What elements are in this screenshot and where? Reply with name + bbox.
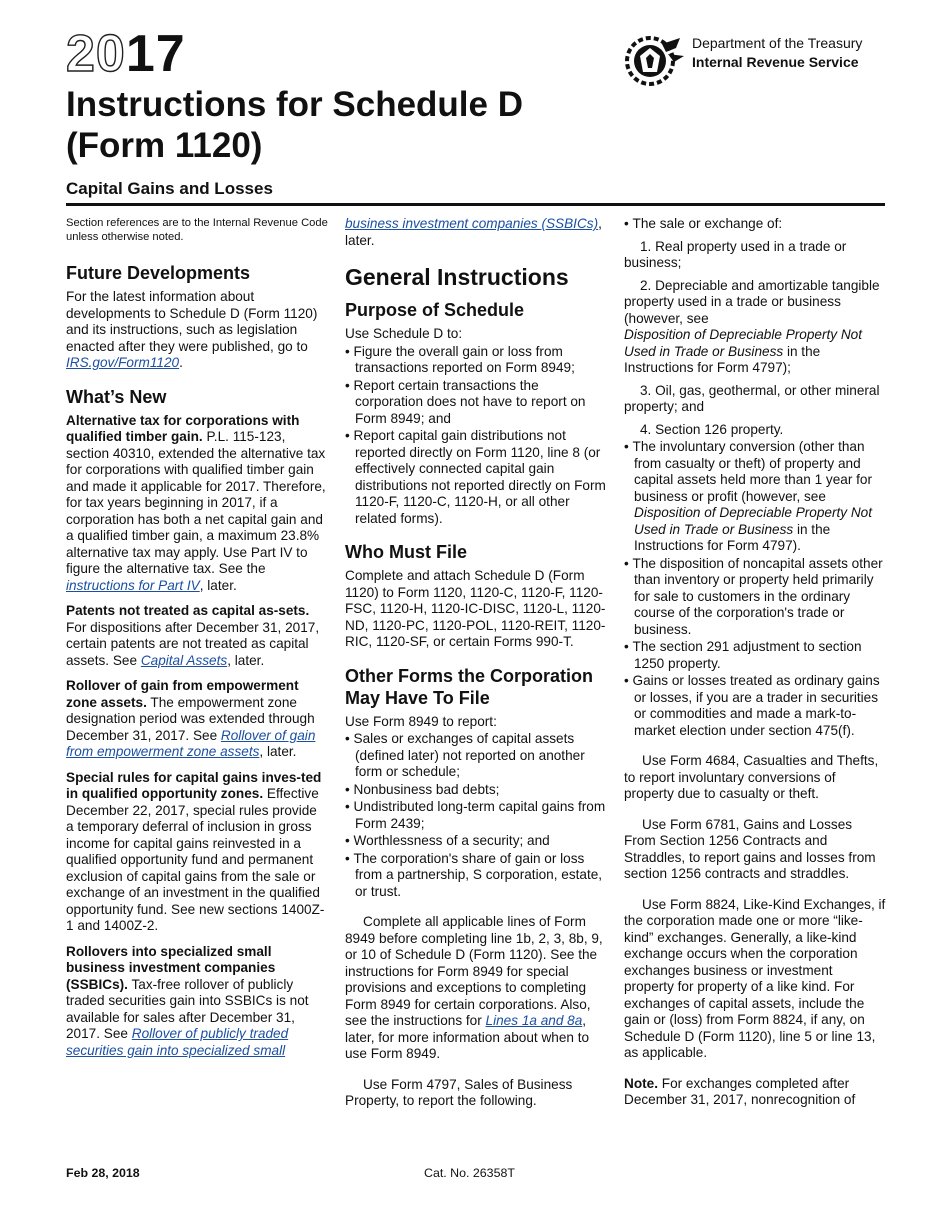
future-developments-text: For the latest information about developments to Schedule D (Form 1120) and its instructions, such as legislation enacted after they were published, go to IRS.gov/Form1120.: [66, 289, 318, 370]
lines-1a-8a-link[interactable]: Lines 1a and 8a: [485, 1013, 583, 1028]
numbered-item: 4. Section 126 property.: [640, 421, 784, 437]
future-developments-heading: Future Developments: [66, 263, 251, 283]
list-item: • Nonbusiness bad debts;: [345, 781, 500, 797]
list-item: • The disposition of noncapital assets other than inventory or property held primarily for sale to customers in the ordinary course of the corporation's trade or business.: [624, 555, 883, 637]
list-item: • The sale or exchange of:: [624, 216, 783, 231]
intro-note: Section references are to the Internal Revenue Code unless otherwise noted.: [66, 217, 328, 243]
ssbic-rollover-link[interactable]: Rollover of publicly traded securities gain into specialized small: [66, 1026, 289, 1058]
title-line-2: (Form 1120): [66, 126, 263, 165]
document-title: [66, 84, 523, 166]
column-3: [624, 216, 886, 1118]
list-item: • Sales or exchanges of capital assets (defined later) not reported on another form or schedule;: [345, 731, 585, 779]
purpose-intro: Use Schedule D to:: [345, 326, 463, 341]
agency-department: Department of the Treasury: [692, 35, 863, 51]
whats-new-heading: What’s New: [66, 386, 167, 407]
list-item: • Figure the overall gain or loss from transactions reported on Form 8949;: [345, 343, 575, 375]
note-paragraph: Note. For exchanges completed after December 31, 2017, nonrecognition of: [624, 1075, 856, 1107]
purpose-heading: Purpose of Schedule: [345, 300, 525, 320]
other-forms-heading: Other Forms the Corporation May Have To File: [345, 665, 594, 708]
list-item: • The corporation's share of gain or loss from a partnership, S corporation, estate, or trust.: [345, 850, 603, 899]
irs-form1120-link[interactable]: IRS.gov/Form1120: [66, 355, 180, 370]
timber-gain-paragraph: Alternative tax for corporations with qualified timber gain. P.L. 115-123, section 40310, extended the alternative tax for corporations with qualified timber gain and made it applicable for 2017. Therefore, for tax years beginning in 2017, if a corporation has both a net capital gain and a qualified timber gain, a maximum 23.8% alternative tax may apply. Use Part IV to figure the alternative tax. See the instructions for Part IV, later.: [66, 412, 326, 593]
empowerment-zone-paragraph: Rollover of gain from empowerment zone assets. The empowerment zone designation period was extended through December 31, 2017. See Rollover of gain from empowerment zone assets, later.: [66, 678, 316, 759]
instructions-part-iv-link[interactable]: instructions for Part IV: [66, 577, 200, 593]
title-line-1: Instructions for Schedule D: [66, 85, 523, 124]
general-instructions-heading: General Instructions: [345, 264, 569, 290]
column-1: [66, 216, 328, 1068]
numbered-item: 2. Depreciable and amortizable tangible property used in a trade or business (however, seeDisposition of Depreciable Property Not Used in Trade or Business in the Instructions for Form 4797);: [624, 277, 880, 375]
year-solid-digits: 17: [125, 25, 186, 83]
list-item: • Worthlessness of a security; and: [345, 833, 550, 848]
footer-date: Feb 28, 2018: [66, 1166, 140, 1180]
year-outline-digits: 20: [66, 25, 126, 83]
document-subtitle: Capital Gains and Losses: [66, 179, 273, 198]
list-item: • Report certain transactions the corporation does not have to report on Form 8949; and: [345, 377, 586, 426]
ssbic-continued: business investment companies (SSBICs), later.: [345, 216, 602, 248]
numbered-item: 3. Oil, gas, geothermal, or other mineral property; and: [624, 382, 880, 414]
form-4797-paragraph: Use Form 4797, Sales of Business Property, to report the following.: [345, 1076, 573, 1108]
list-item: • Report capital gain distributions not reported directly on Form 1120, line 8 (or effectively connected capital gain distributions not reported directly on Form 1120-F, 1120-C, 1120-H, or all other related forms).: [345, 428, 606, 526]
list-item: • Undistributed long-term capital gains from Form 2439;: [345, 799, 606, 831]
capital-assets-link[interactable]: Capital Assets: [140, 652, 228, 668]
agency-block: [624, 34, 862, 86]
who-must-file-text: Complete and attach Schedule D (Form 1120) to Form 1120, 1120-C, 1120-F, 1120-FSC, 1120-H, 1120-IC-DISC, 1120-L, 1120-ND, 1120-PC, 1120-POL, 1120-REIT, 1120-RIC, 1120-SF, or certain Forms 990-T.: [345, 568, 606, 649]
numbered-item: 1. Real property used in a trade or business;: [624, 238, 847, 270]
patents-paragraph: Patents not treated as capital as-sets. For dispositions after December 31, 2017, certain patents are not treated as capital assets. See Capital Assets, later.: [66, 603, 320, 668]
other-forms-intro: Use Form 8949 to report:: [345, 713, 497, 729]
agency-name: Internal Revenue Service: [692, 54, 859, 70]
list-item: • Gains or losses treated as ordinary gains or losses, if you are a trader in securities or commodities and made a mark-to-market election under section 475(f).: [624, 673, 880, 738]
who-must-file-heading: Who Must File: [345, 542, 467, 562]
ssbic-paragraph: Rollovers into specialized small business investment companies (SSBICs). Tax-free rollover of publicly traded securities gain into SSBICs is not available for sales after December 31, 2017. See Rollover of publicly traded securities gain into specialized small: [66, 943, 309, 1058]
form-4684-paragraph: Use Form 4684, Casualties and Thefts, to report involuntary conversions of property due to casualty or theft.: [624, 753, 879, 801]
footer-catalog-number: Cat. No. 26358T: [424, 1166, 515, 1180]
column-2: [345, 216, 607, 1119]
form-6781-paragraph: Use Form 6781, Gains and Losses From Section 1256 Contracts and Straddles, to report gains and losses from section 1256 contracts and straddles.: [624, 816, 876, 881]
opportunity-zones-paragraph: Special rules for capital gains inves-ted in qualified opportunity zones. Effective December 22, 2017, special rules provide a temporary deferral of inclusion in gross income for capital gains reinvested in a qualified opportunity fund and permanent exclusion of capital gains from the sale or exchange of an investment in the qualified opportunity fund. See new sections 1400Z-1 and 1400Z-2.: [66, 769, 325, 933]
list-item: • The involuntary conversion (other than from casualty or theft) of property and capital assets held more than 1 year for business or profit (however, see Disposition of Depreciable Property Not Used in Trade or Business in the Instructions for Form 4797).: [624, 439, 873, 553]
irs-eagle-logo-icon: [624, 34, 686, 86]
form-8824-paragraph: Use Form 8824, Like-Kind Exchanges, if the corporation made one or more “like-kind” exchanges. Generally, a like-kind exchange occurs when the corporation exchanges business or investment property for property of a like kind. For exchanges of capital assets, include the gain or (loss) from Form 8824, if any, on Schedule D (Form 1120), line 5 or line 13, as applicable.: [624, 896, 886, 1060]
ssbic-rollover-link-continued[interactable]: business investment companies (SSBICs): [345, 216, 599, 231]
complete-form-8949-paragraph: Complete all applicable lines of Form 8949 before completing line 1b, 2, 3, 8b, 9, or 10 of Schedule D (Form 1120). See the instructions for Form 8949 for special provisions and exceptions to completing Form 8949 for certain corporations. Also, see the instructions for Lines 1a and 8a, later, for more information about when to use Form 8949.: [345, 914, 603, 1061]
header-rule: [66, 203, 885, 206]
document-year: [66, 25, 186, 83]
list-item: • The section 291 adjustment to section 1250 property.: [624, 639, 862, 671]
empowerment-zone-link[interactable]: Rollover of gain from empowerment zone assets: [66, 727, 316, 759]
